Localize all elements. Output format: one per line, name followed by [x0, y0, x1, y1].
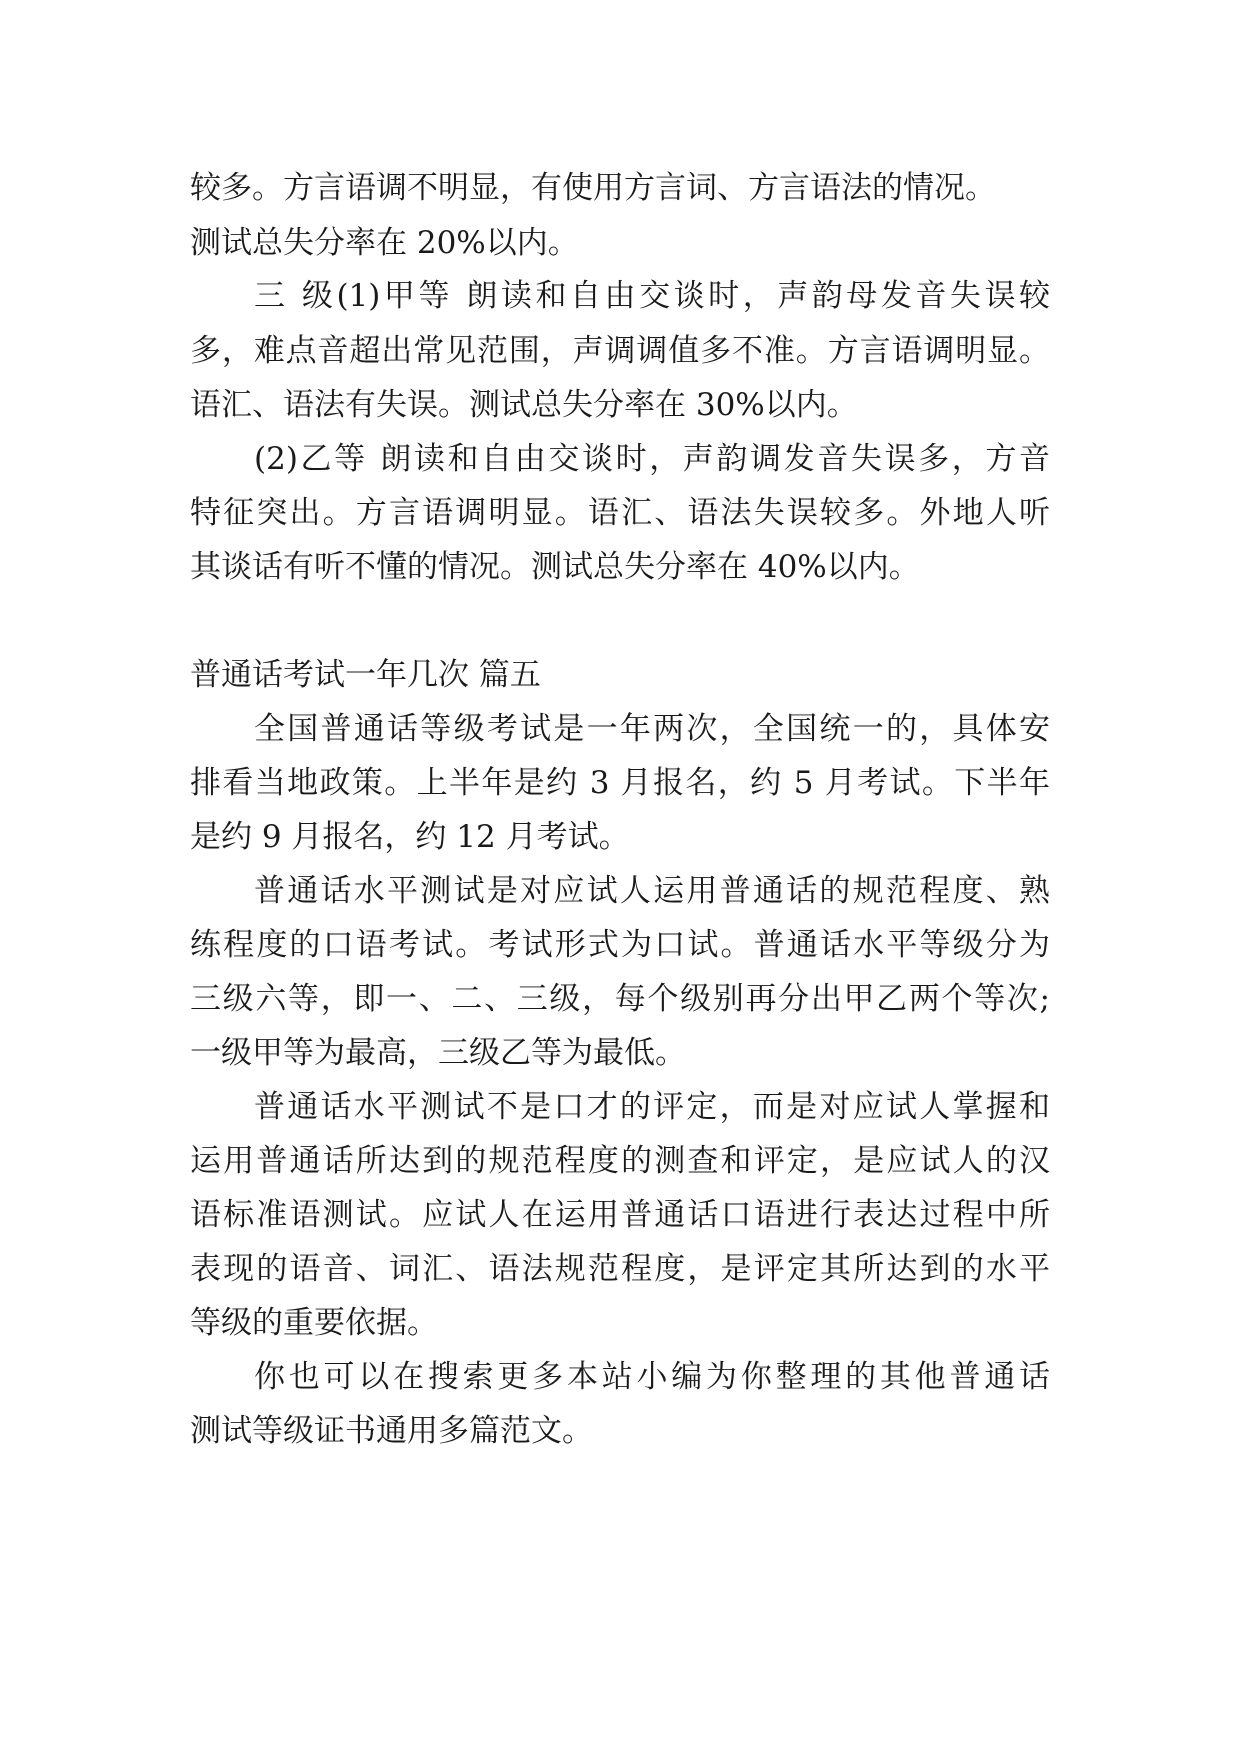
- section-heading: 普通话考试一年几次 篇五: [190, 657, 541, 693]
- text-line: 三级六等，即一、二、三级，每个级别再分出甲乙两个等次;: [190, 981, 1050, 1017]
- text-line: 其谈话有听不懂的情况。测试总失分率在 40%以内。: [190, 549, 920, 585]
- text-line: 全国普通话等级考试是一年两次，全国统一的，具体安: [254, 711, 1050, 747]
- text-line: 一级甲等为最高，三级乙等为最低。: [190, 1035, 686, 1071]
- text-line: 表现的语音、词汇、语法规范程度，是评定其所达到的水平: [190, 1251, 1050, 1287]
- text-line: 排看当地政策。上半年是约 3 月报名，约 5 月考试。下半年: [190, 765, 1050, 801]
- text-line: 三 级(1)甲等 朗读和自由交谈时，声韵母发音失误较: [254, 278, 1050, 314]
- text-line: 较多。方言语调不明显，有使用方言词、方言语法的情况。: [190, 170, 996, 206]
- text-line: 测试等级证书通用多篇范文。: [190, 1413, 593, 1449]
- text-line: (2)乙等 朗读和自由交谈时，声韵调发音失误多，方音: [254, 441, 1050, 477]
- text-line: 普通话水平测试是对应试人运用普通话的规范程度、熟: [254, 873, 1050, 909]
- text-line: 练程度的口语考试。考试形式为口试。普通话水平等级分为: [190, 927, 1050, 963]
- text-line: 特征突出。方言语调明显。语汇、语法失误较多。外地人听: [190, 495, 1050, 531]
- text-line: 测试总失分率在 20%以内。: [190, 225, 579, 261]
- text-line: 语汇、语法有失误。测试总失分率在 30%以内。: [190, 387, 858, 423]
- text-line: 你也可以在搜索更多本站小编为你整理的其他普通话: [254, 1359, 1050, 1395]
- text-line: 多，难点音超出常见范围，声调调值多不准。方言语调明显。: [190, 333, 1050, 369]
- text-line: 语标准语测试。应试人在运用普通话口语进行表达过程中所: [190, 1197, 1050, 1233]
- text-line: 普通话水平测试不是口才的评定，而是对应试人掌握和: [254, 1089, 1050, 1125]
- text-line: 等级的重要依据。: [190, 1305, 438, 1341]
- text-line: 是约 9 月报名，约 12 月考试。: [190, 819, 630, 855]
- text-line: 运用普通话所达到的规范程度的测查和评定，是应试人的汉: [190, 1143, 1050, 1179]
